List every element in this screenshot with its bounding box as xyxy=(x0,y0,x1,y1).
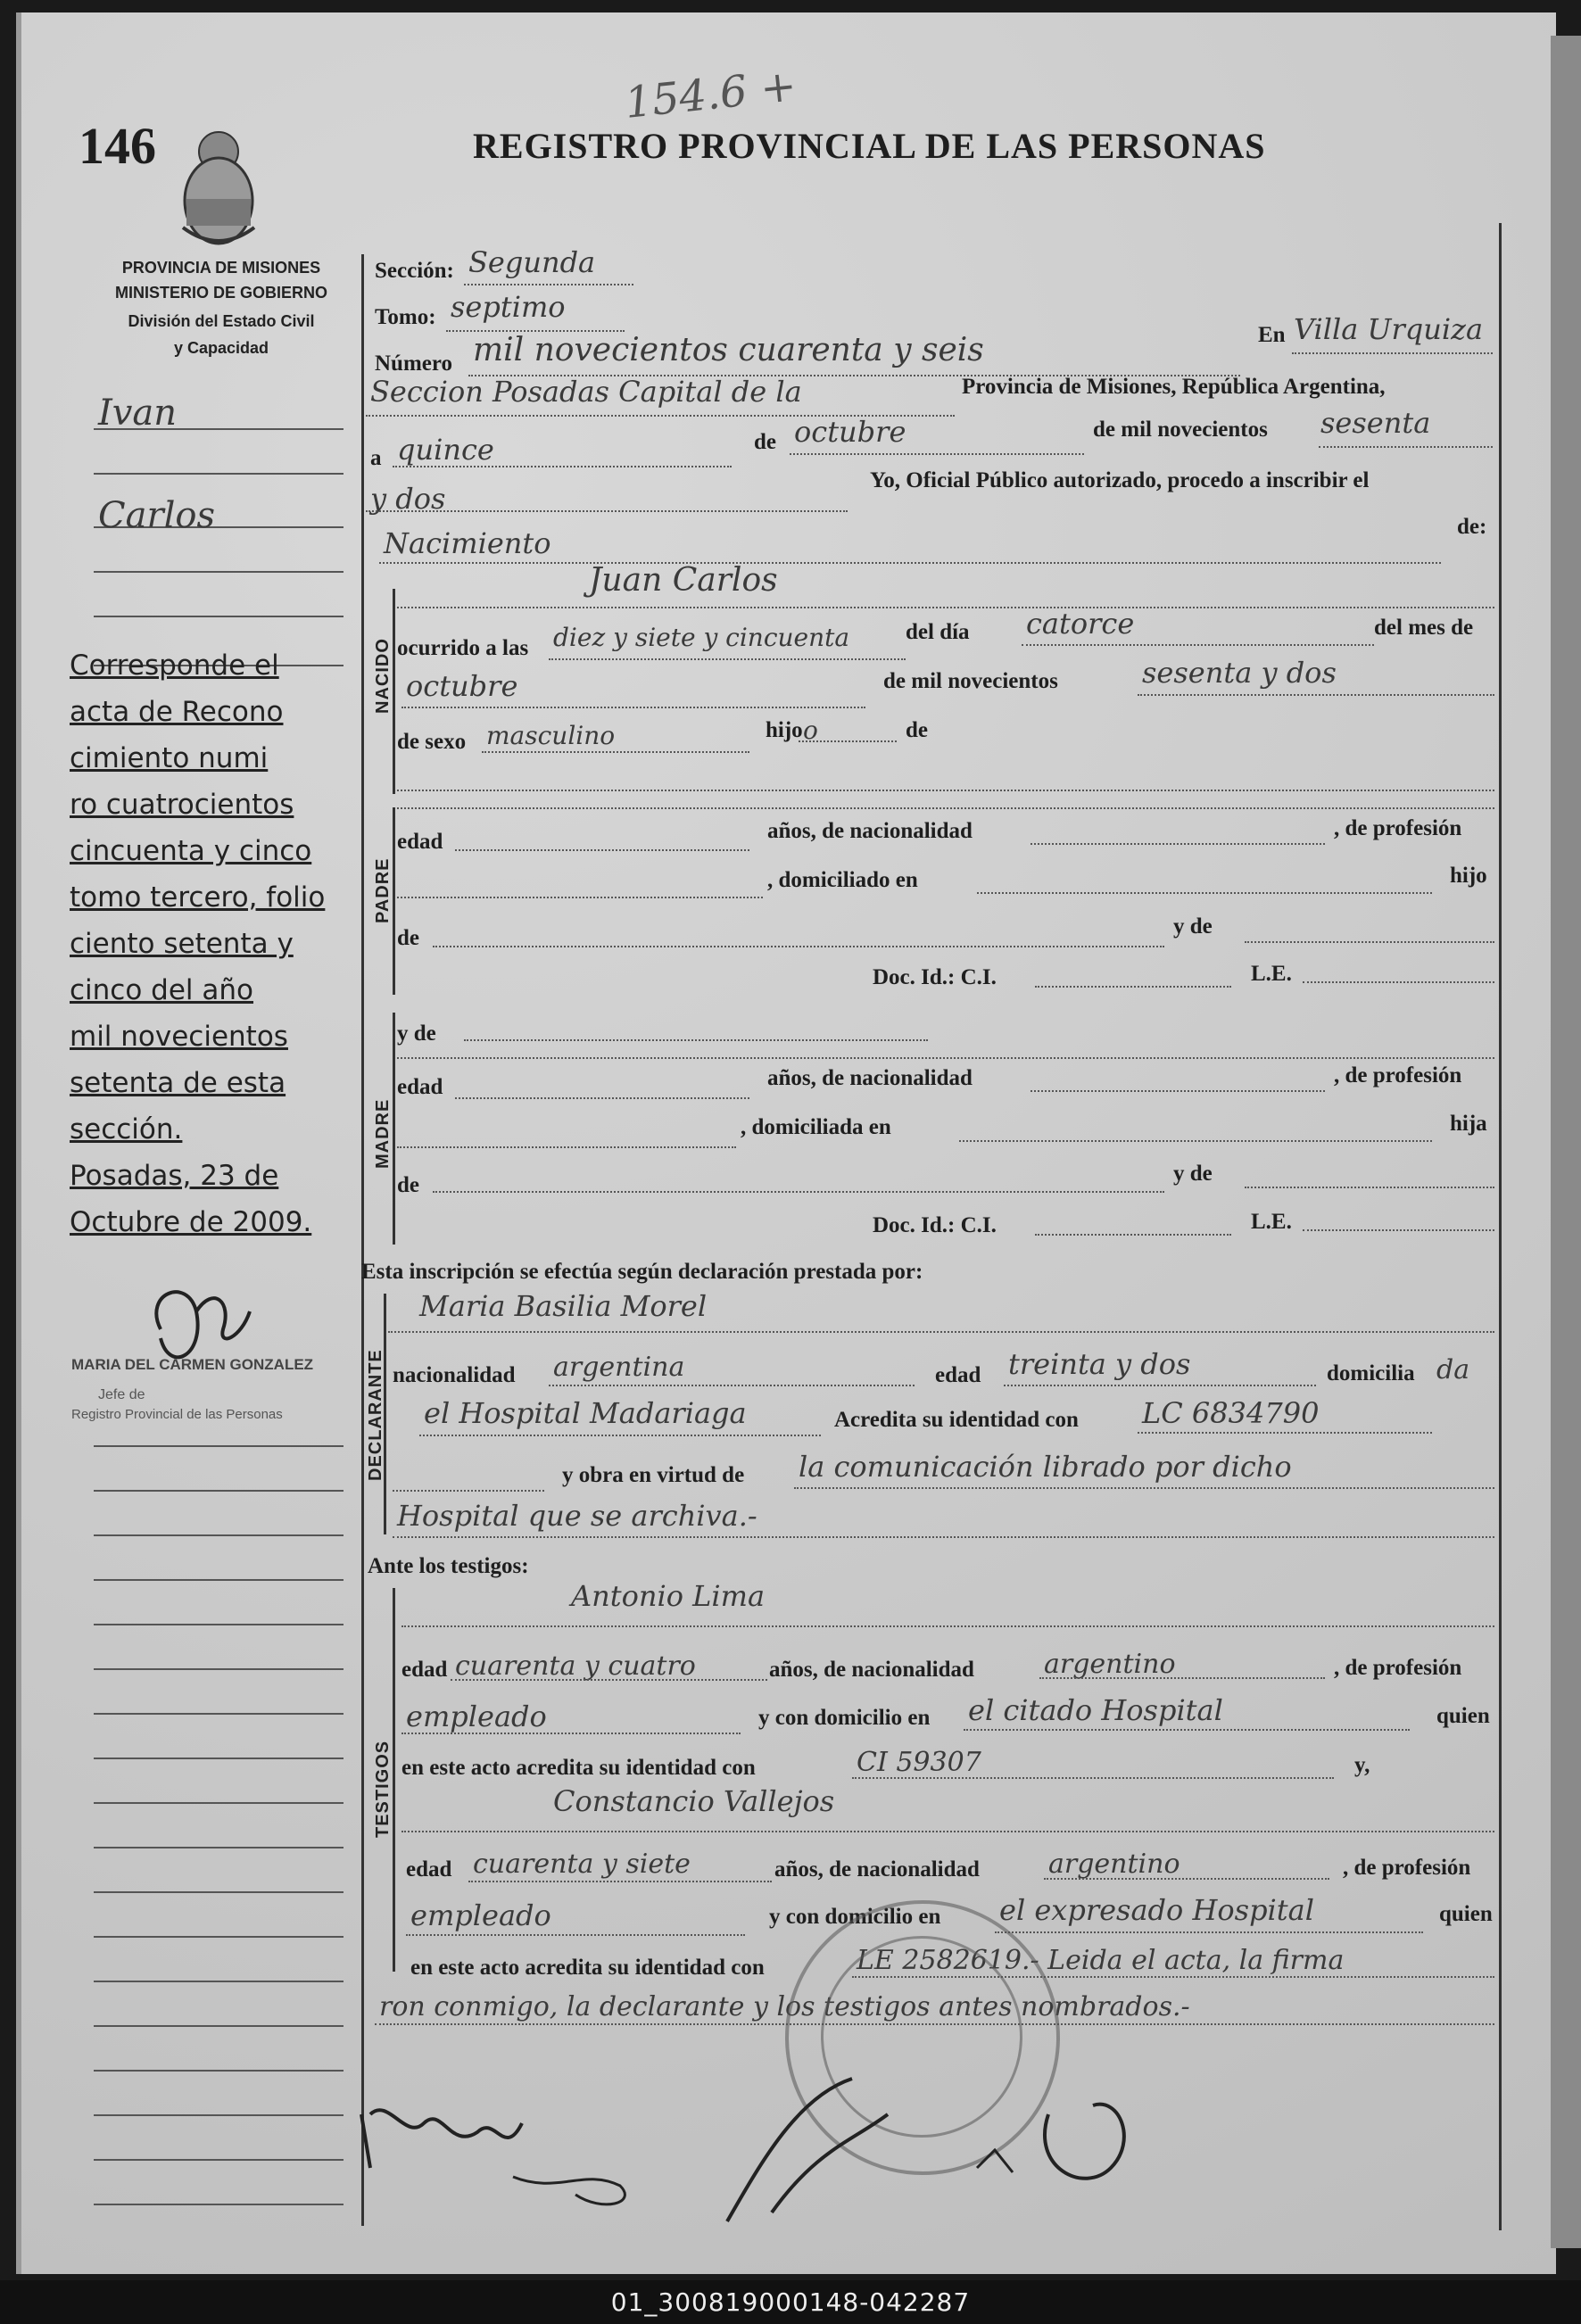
nac-dia-value: catorce xyxy=(1026,607,1135,641)
t2-acredita-label: en este acto acredita su identidad con xyxy=(410,1956,765,1980)
margin-note-line: acta de Recono xyxy=(70,696,284,728)
padre-domiciliado-label: , domiciliado en xyxy=(767,868,918,892)
de-mil2-label: de mil novecientos xyxy=(883,669,1058,693)
main-frame-left xyxy=(361,254,364,2226)
margin-note-line: Posadas, 23 de xyxy=(70,1160,279,1192)
t1-domicilio-label: y con domicilio en xyxy=(758,1706,931,1730)
dia-value: quince xyxy=(397,433,494,467)
margin-name-2: Carlos xyxy=(98,495,215,536)
margin-note-line: ro cuatrocientos xyxy=(70,789,294,821)
lugar-value: Seccion Posadas Capital de la xyxy=(370,375,802,409)
padre-side-label: PADRE xyxy=(373,857,393,923)
margin-annotation xyxy=(70,642,364,1245)
de-colon-label: de: xyxy=(1457,515,1487,539)
yo-label: Yo, Oficial Público autorizado, procedo a inscribir el xyxy=(870,468,1370,492)
madre-profesion-label: , de profesión xyxy=(1334,1063,1462,1088)
padre-profesion-label: , de profesión xyxy=(1334,816,1462,840)
main-frame-right xyxy=(1499,223,1502,2230)
seccion-value: Segunda xyxy=(468,245,596,279)
t1-y-label: y, xyxy=(1354,1753,1370,1777)
domicilia-label: domicilia xyxy=(1327,1361,1415,1385)
margin-note-line: Corresponde el xyxy=(70,649,279,682)
nacido-nombre: Juan Carlos xyxy=(589,562,778,599)
province-label: PROVINCIA DE MISIONES xyxy=(121,259,321,277)
declarante-edad-value: treinta y dos xyxy=(1008,1347,1191,1381)
del-mes-label: del mes de xyxy=(1374,616,1474,640)
t2-edad-label: edad xyxy=(406,1857,452,1882)
padre-nac-label: años, de nacionalidad xyxy=(767,819,973,843)
anio-value-b: y dos xyxy=(370,482,446,516)
anio-value-a: sesenta xyxy=(1320,406,1431,440)
declarante-side-label: DECLARANTE xyxy=(366,1349,385,1481)
t1-edad-value: cuarenta y cuatro xyxy=(455,1650,696,1682)
madre-side-label: MADRE xyxy=(373,1098,393,1169)
inscripcion-label: Esta inscripción se efectúa según declaración prestada por: xyxy=(361,1260,923,1284)
numero-value: mil novecientos cuarenta y seis xyxy=(473,332,984,368)
capacidad-label: y Capacidad xyxy=(173,339,269,357)
madre-domiciliada-label: , domiciliada en xyxy=(741,1115,891,1139)
t2-dom-value: el expresado Hospital xyxy=(999,1893,1314,1927)
margin-note-line: cimiento numi xyxy=(70,742,269,774)
handwritten-reference: 154.6 + xyxy=(622,61,799,128)
image-filename: 01_300819000148-042287 xyxy=(0,2280,1581,2324)
acredita-label: Acredita su identidad con xyxy=(834,1408,1079,1432)
ante-label: Ante los testigos: xyxy=(368,1554,529,1578)
t1-acredita-label: en este acto acredita su identidad con xyxy=(401,1756,756,1780)
margin-note-line: tomo tercero, folio xyxy=(70,881,326,914)
margin-note-line: mil novecientos xyxy=(70,1021,288,1053)
padre-edad-label: edad xyxy=(397,830,443,854)
t2-nac-label: años, de nacionalidad xyxy=(774,1857,980,1882)
t2-nac-value: argentino xyxy=(1048,1848,1180,1880)
t2-edad-value: cuarenta y siete xyxy=(473,1848,691,1880)
stamp-office: Registro Provincial de las Personas xyxy=(71,1407,283,1422)
madre-le-label: L.E. xyxy=(1251,1210,1292,1234)
signatures xyxy=(352,2061,1245,2230)
nac-mes-value: octubre xyxy=(406,669,518,703)
madre-de-label: de xyxy=(397,1173,419,1197)
stamp-role: Jefe de xyxy=(98,1387,145,1402)
hijo-value: o xyxy=(803,715,818,745)
t1-nac-value: argentino xyxy=(1044,1649,1176,1680)
t2-nombre: Constancio Vallejos xyxy=(553,1784,835,1818)
de-label: de xyxy=(754,430,776,454)
t1-prof-value: empleado xyxy=(406,1700,547,1733)
del-dia-label: del día xyxy=(906,620,970,644)
margin-note-line: setenta de esta xyxy=(70,1067,286,1099)
margin-note-line: sección. xyxy=(70,1113,183,1145)
madre-y-de2-label: y de xyxy=(1173,1162,1213,1186)
domicilia-suffix: da xyxy=(1436,1354,1470,1385)
margin-note-line: cinco del año xyxy=(70,974,253,1006)
sexo-value: masculino xyxy=(486,721,616,750)
declarante-nac-value: argentina xyxy=(553,1352,685,1383)
padre-y-de-label: y de xyxy=(1173,914,1213,939)
declarante-nombre: Maria Basilia Morel xyxy=(419,1289,708,1323)
t1-edad-label: edad xyxy=(401,1658,448,1682)
inscribir-value: Nacimiento xyxy=(384,526,551,560)
a-label: a xyxy=(370,446,382,470)
t1-dom-value: el citado Hospital xyxy=(968,1693,1223,1727)
t2-doc-value: LE 2582619.- Leida el acta, la firma xyxy=(857,1945,1345,1976)
padre-hijo-label: hijo xyxy=(1450,864,1487,888)
padre-doc-label: Doc. Id.: C.I. xyxy=(873,965,997,989)
page-title: REGISTRO PROVINCIAL DE LAS PERSONAS xyxy=(473,126,1266,166)
t2-profesion-label: , de profesión xyxy=(1343,1856,1471,1880)
t1-quien-label: quien xyxy=(1436,1704,1490,1728)
madre-doc-label: Doc. Id.: C.I. xyxy=(873,1213,997,1237)
obra-label: y obra en virtud de xyxy=(562,1463,745,1487)
hora-value: diez y siete y cincuenta xyxy=(553,623,850,652)
declarante-edad-label: edad xyxy=(935,1363,981,1387)
division-label: División del Estado Civil xyxy=(128,312,315,330)
page-edge xyxy=(1551,36,1581,2248)
declarante-doc-value: LC 6834790 xyxy=(1142,1396,1320,1430)
ministry-label: MINISTERIO DE GOBIERNO xyxy=(114,284,328,302)
testigos-side-label: TESTIGOS xyxy=(373,1740,393,1838)
en-value: Villa Urquiza xyxy=(1294,312,1484,346)
obra-value-2: Hospital que se archiva.- xyxy=(397,1499,757,1533)
de-mil-label: de mil novecientos xyxy=(1093,418,1268,442)
margin-note-line: cincuenta y cinco xyxy=(70,835,312,867)
t2-prof-value: empleado xyxy=(410,1898,551,1932)
hijo-label: hijo xyxy=(766,718,803,742)
nacionalidad-label: nacionalidad xyxy=(393,1363,516,1387)
mes-value: octubre xyxy=(794,415,906,449)
numero-label: Número xyxy=(375,351,453,376)
margin-note-line: Octubre de 2009. xyxy=(70,1206,312,1238)
obra-value-1: la comunicación librado por dicho xyxy=(799,1450,1292,1484)
ocurrido-label: ocurrido a las xyxy=(397,636,529,660)
madre-hija-label: hija xyxy=(1450,1112,1487,1136)
t2-quien-label: quien xyxy=(1439,1902,1493,1926)
t1-nac-label: años, de nacionalidad xyxy=(769,1658,974,1682)
provincia-label: Provincia de Misiones, República Argentina, xyxy=(962,375,1386,399)
margin-note-line: ciento setenta y xyxy=(70,928,294,960)
stamp-name: MARIA DEL CARMEN GONZALEZ xyxy=(71,1356,314,1373)
madre-nac-label: años, de nacionalidad xyxy=(767,1066,973,1090)
margin-name-1: Ivan xyxy=(98,393,178,434)
de-sexo-label: de sexo xyxy=(397,730,467,754)
page-number: 146 xyxy=(79,117,156,175)
en-label: En xyxy=(1258,323,1286,347)
coat-of-arms-icon xyxy=(174,120,263,254)
nacido-side-label: NACIDO xyxy=(373,638,393,714)
seccion-label: Sección: xyxy=(375,259,454,283)
padre-le-label: L.E. xyxy=(1251,962,1292,986)
madre-edad-label: edad xyxy=(397,1075,443,1099)
cierre-value: ron conmigo, la declarante y los testigos antes nombrados.- xyxy=(379,1991,1190,2022)
t1-doc-value: CI 59307 xyxy=(857,1747,981,1778)
tomo-label: Tomo: xyxy=(375,305,436,329)
madre-y-de-label: y de xyxy=(397,1021,436,1046)
t2-domicilio-label: y con domicilio en xyxy=(769,1905,941,1929)
declarante-lugar-value: el Hospital Madariaga xyxy=(424,1396,747,1430)
nac-anio-value: sesenta y dos xyxy=(1142,656,1337,690)
tomo-value: septimo xyxy=(451,290,566,324)
t1-profesion-label: , de profesión xyxy=(1334,1656,1462,1680)
t1-nombre: Antonio Lima xyxy=(571,1579,766,1613)
de2-label: de xyxy=(906,718,928,742)
padre-de-label: de xyxy=(397,926,419,950)
